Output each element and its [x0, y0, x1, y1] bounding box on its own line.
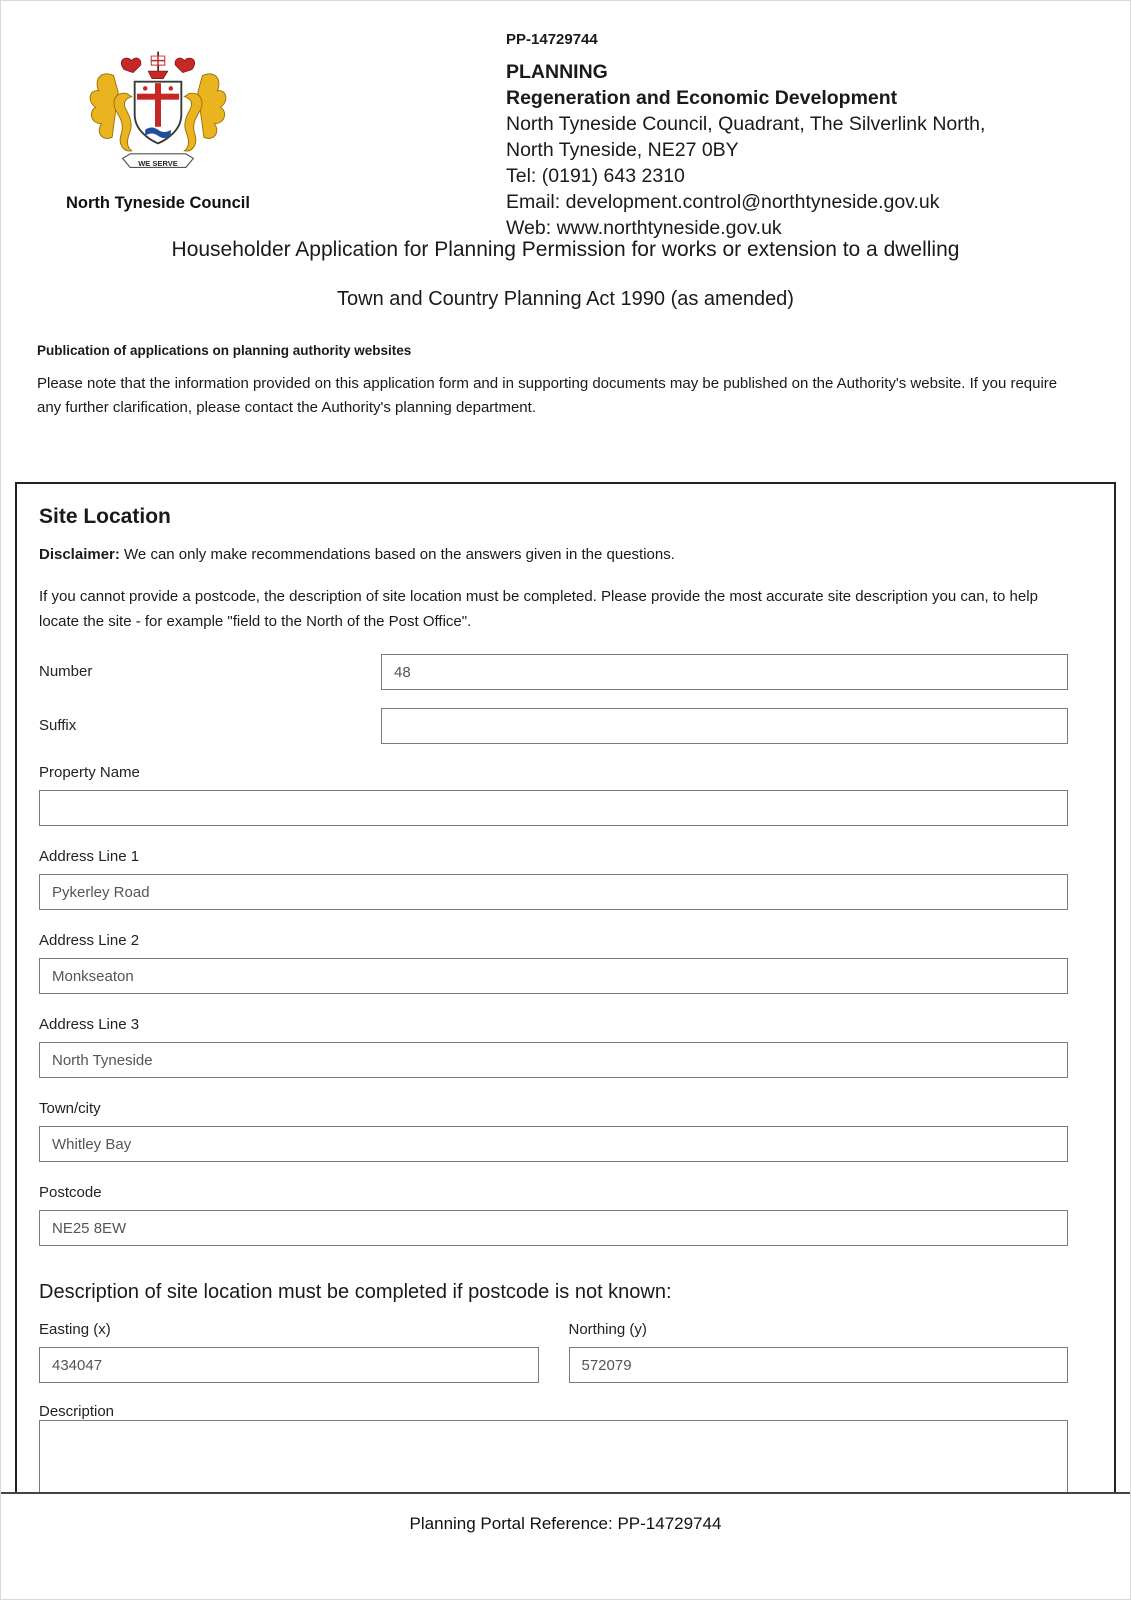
header-telephone: Tel: (0191) 643 2310	[506, 165, 685, 187]
publication-heading: Publication of applications on planning authority websites	[37, 343, 412, 358]
easting-input[interactable]	[39, 1347, 539, 1383]
description-label: Description	[39, 1403, 115, 1420]
postcode-field	[39, 1184, 1068, 1246]
northing-input[interactable]	[569, 1347, 1069, 1383]
header-website: Web: www.northtyneside.gov.uk	[506, 217, 782, 239]
crest-motto: WE SERVE	[138, 158, 178, 168]
header-email: Email: development.control@northtyneside.gov.uk	[506, 191, 940, 213]
council-crest-logo	[79, 43, 237, 191]
address-line-3-field	[39, 1016, 1068, 1078]
address-line-1-label: Address Line 1	[39, 848, 140, 865]
town-city-input[interactable]	[39, 1126, 1068, 1162]
address-line-2-label: Address Line 2	[39, 932, 140, 949]
publication-body: Please note that the information provided on this application form and in supporting documents may be published on the Authority's website. If you require any further clarification, please contact the Authority's planning department.	[37, 375, 1058, 416]
number-input[interactable]	[381, 654, 1068, 690]
address-line-1-input[interactable]	[39, 874, 1068, 910]
site-instructions: If you cannot provide a postcode, the description of site location must be completed. Please provide the most accurate site description you can, to help locate the site - for example "field to the North of the Post Office".	[39, 588, 1038, 630]
northing-field	[569, 1321, 1069, 1383]
easting-label: Easting (x)	[39, 1321, 111, 1338]
number-field-row	[39, 654, 1068, 690]
site-location-heading: Site Location	[39, 505, 171, 528]
suffix-field-row	[39, 708, 1068, 744]
disclaimer-text	[39, 545, 1068, 564]
property-name-field	[39, 764, 1068, 826]
address-line-3-label: Address Line 3	[39, 1016, 140, 1033]
description-requirement-heading: Description of site location must be completed if postcode is not known:	[39, 1281, 672, 1303]
header-dept-regeneration: Regeneration and Economic Development	[506, 87, 898, 109]
address-line-3-input[interactable]	[39, 1042, 1068, 1078]
disclaimer-body: We can only make recommendations based on the answers given in the questions.	[119, 546, 675, 563]
header-contact-block	[506, 27, 985, 241]
property-name-input[interactable]	[39, 790, 1068, 826]
disclaimer-label: Disclaimer:	[39, 546, 120, 563]
header-dept-planning: PLANNING	[506, 61, 608, 83]
postcode-label: Postcode	[39, 1184, 102, 1201]
form-title: Householder Application for Planning Permission for works or extension to a dwelling	[171, 238, 960, 261]
header-address-line-2: North Tyneside, NE27 0BY	[506, 139, 739, 161]
description-field	[39, 1403, 1068, 1492]
footer-divider	[1, 1492, 1130, 1494]
coordinates-row	[39, 1321, 1068, 1383]
suffix-input[interactable]	[381, 708, 1068, 744]
property-name-label: Property Name	[39, 764, 140, 781]
northing-label: Northing (y)	[568, 1321, 647, 1338]
town-city-field	[39, 1100, 1068, 1162]
town-city-label: Town/city	[39, 1100, 101, 1117]
easting-field	[39, 1321, 539, 1383]
number-label: Number	[39, 663, 93, 680]
address-line-2-field	[39, 932, 1068, 994]
header-address-line-1: North Tyneside Council, Quadrant, The Silverlink North,	[506, 113, 986, 135]
suffix-label: Suffix	[39, 717, 77, 734]
council-name-label: North Tyneside Council	[66, 194, 250, 212]
act-subtitle: Town and Country Planning Act 1990 (as amended)	[337, 288, 794, 310]
postcode-input[interactable]	[39, 1210, 1068, 1246]
address-line-1-field	[39, 848, 1068, 910]
site-location-section	[15, 482, 1116, 1492]
header-reference: PP-14729744	[506, 31, 598, 48]
footer-reference: Planning Portal Reference: PP-14729744	[409, 1514, 722, 1533]
form-header	[1, 1, 1130, 239]
address-line-2-input[interactable]	[39, 958, 1068, 994]
description-textarea[interactable]	[39, 1420, 1068, 1492]
council-logo-block	[49, 43, 267, 213]
